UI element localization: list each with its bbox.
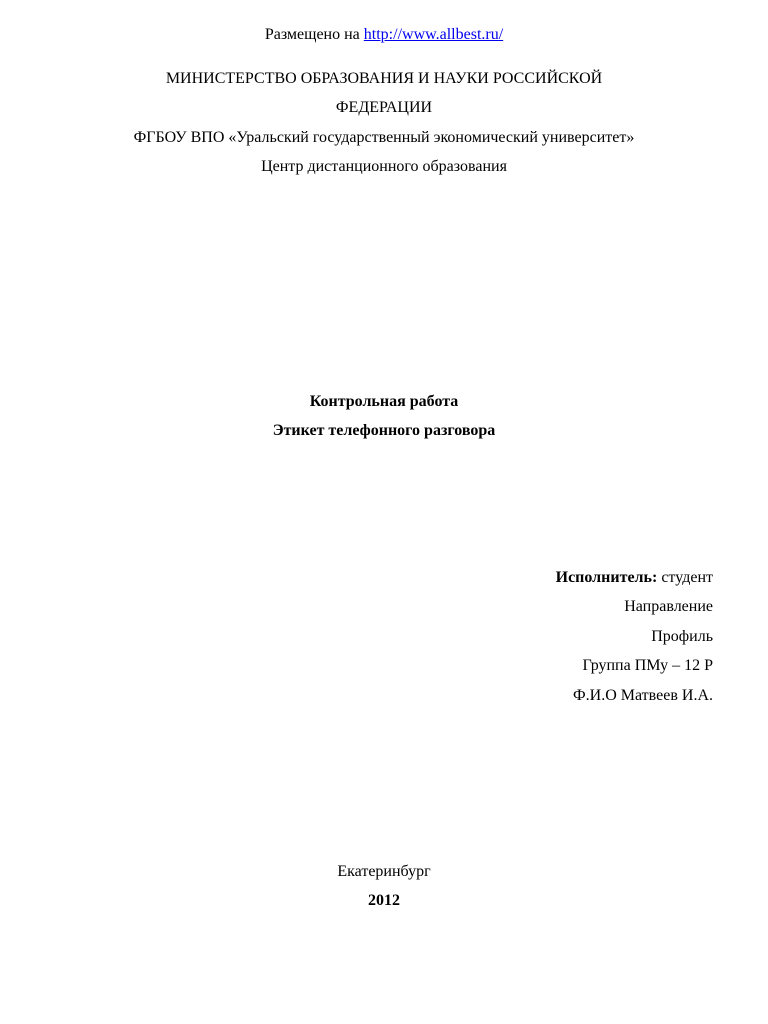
work-topic: Этикет телефонного разговора xyxy=(272,422,496,439)
year: 2012 xyxy=(368,892,400,909)
profile-line: Профиль xyxy=(651,628,713,645)
work-type: Контрольная работа xyxy=(309,393,459,410)
posted-on-line xyxy=(0,25,768,45)
name-line: Ф.И.О Матвеев И.А. xyxy=(573,687,713,704)
city: Екатеринбург xyxy=(337,863,431,880)
ministry-line-1: МИНИСТЕРСТВО ОБРАЗОВАНИЯ И НАУКИ РОССИЙСКОЙ xyxy=(165,70,603,87)
center-name: Центр дистанционного образования xyxy=(261,158,507,175)
university-name: ФГБОУ ВПО «Уральский государственный экономический университет» xyxy=(133,129,635,146)
executor-line xyxy=(556,568,713,588)
executor-label: Исполнитель: xyxy=(555,569,658,586)
direction-line: Направление xyxy=(624,598,713,615)
group-line: Группа ПМу – 12 Р xyxy=(582,657,713,674)
executor-value: студент xyxy=(657,569,713,586)
ministry-line-2: ФЕДЕРАЦИИ xyxy=(335,99,433,116)
posted-prefix: Размещено на xyxy=(264,26,364,43)
allbest-link[interactable]: http://www.allbest.ru/ xyxy=(363,26,504,43)
